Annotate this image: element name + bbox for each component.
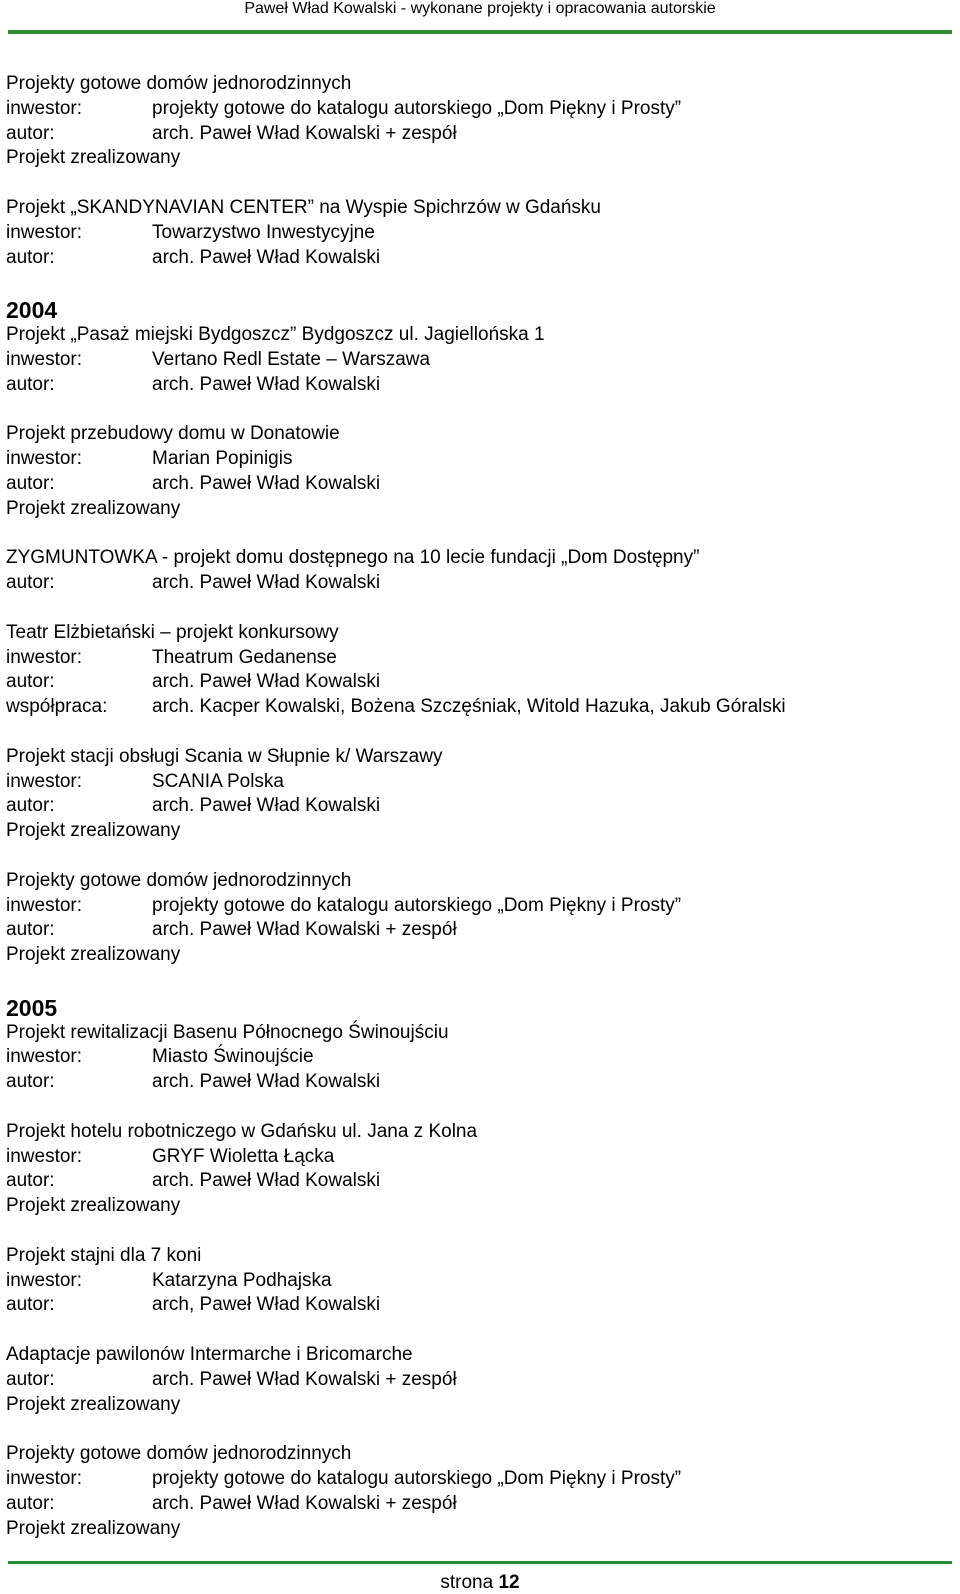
inwestor-label: inwestor: (6, 1468, 83, 1490)
entry-inwestor-row (6, 348, 950, 373)
year-heading-2005: 2005 (6, 994, 58, 1021)
autor-label: autor: (6, 795, 55, 817)
header-title: Paweł Wład Kowalski - wykonane projekty i opracowania autorskie (244, 0, 716, 17)
inwestor-label: inwestor: (6, 221, 83, 243)
year-heading-2004: 2004 (6, 297, 58, 324)
entry-inwestor-row (6, 646, 950, 671)
autor-label: autor: (6, 373, 55, 395)
footer-rule (8, 1561, 952, 1564)
entry-autor-row (6, 670, 950, 695)
entry-autor-row (6, 1169, 950, 1194)
inwestor-value: Marian Popinigis (152, 448, 293, 470)
entry-status: Projekt zrealizowany (6, 1517, 181, 1539)
autor-label: autor: (6, 472, 55, 494)
entry-status: Projekt zrealizowany (6, 497, 181, 519)
page-number-value: 12 (498, 1572, 520, 1593)
autor-label: autor: (6, 1170, 55, 1192)
inwestor-label: inwestor: (6, 1145, 83, 1167)
entry-title: Projekt stacji obsługi Scania w Słupnie k/ Warszawy (6, 745, 443, 767)
inwestor-label: inwestor: (6, 97, 83, 119)
wspolpraca-label: współpraca: (6, 696, 108, 718)
autor-value: arch. Paweł Wład Kowalski + zespół (152, 1368, 457, 1390)
entry-title: Projekt hotelu robotniczego w Gdańsku ul. Jana z Kolna (6, 1120, 478, 1142)
entry-title: Adaptacje pawilonów Intermarche i Bricomarche (6, 1344, 413, 1366)
autor-label: autor: (6, 919, 55, 941)
inwestor-value: projekty gotowe do katalogu autorskiego „Dom Piękny i Prosty” (152, 97, 682, 119)
entry-title: Projekt przebudowy domu w Donatowie (6, 423, 340, 445)
autor-value: arch. Paweł Wład Kowalski (152, 472, 381, 494)
inwestor-label: inwestor: (6, 1046, 83, 1068)
entry-status: Projekt zrealizowany (6, 944, 181, 966)
entry-autor-row (6, 122, 950, 147)
entry-status: Projekt zrealizowany (6, 820, 181, 842)
autor-value: arch. Paweł Wład Kowalski (152, 246, 381, 268)
inwestor-value: SCANIA Polska (152, 770, 284, 792)
inwestor-value: Katarzyna Podhajska (152, 1269, 332, 1291)
entry-inwestor-row (6, 1045, 950, 1070)
autor-label: autor: (6, 1368, 55, 1390)
inwestor-value: projekty gotowe do katalogu autorskiego „Dom Piękny i Prosty” (152, 894, 682, 916)
autor-value: arch, Paweł Wład Kowalski (152, 1294, 381, 1316)
inwestor-label: inwestor: (6, 448, 83, 470)
entry-title: Projekty gotowe domów jednorodzinnych (6, 1443, 352, 1465)
autor-value: arch. Paweł Wład Kowalski + zespół (152, 122, 457, 144)
autor-label: autor: (6, 1294, 55, 1316)
entry-autor-row (6, 571, 950, 596)
autor-label: autor: (6, 1492, 55, 1514)
page-number-prefix: strona (440, 1572, 494, 1593)
header-rule (8, 30, 952, 34)
inwestor-label: inwestor: (6, 646, 83, 668)
autor-label: autor: (6, 572, 55, 594)
page-number (8, 1572, 952, 1594)
entry-inwestor-row (6, 1269, 950, 1294)
autor-value: arch. Paweł Wład Kowalski (152, 795, 381, 817)
autor-label: autor: (6, 671, 55, 693)
entry-title: Projekty gotowe domów jednorodzinnych (6, 869, 352, 891)
entry-wspolpraca-row (6, 695, 950, 720)
inwestor-value: projekty gotowe do katalogu autorskiego „Dom Piękny i Prosty” (152, 1468, 682, 1490)
entry-autor-row (6, 1368, 950, 1393)
entry-title: Teatr Elżbietański – projekt konkursowy (6, 621, 339, 643)
entry-autor-row (6, 246, 950, 271)
entry-autor-row (6, 794, 950, 819)
autor-label: autor: (6, 1071, 55, 1093)
autor-value: arch. Paweł Wład Kowalski + zespół (152, 919, 457, 941)
page-footer (8, 1561, 952, 1594)
inwestor-value: Towarzystwo Inwestycyjne (152, 221, 375, 243)
inwestor-label: inwestor: (6, 348, 83, 370)
inwestor-value: Theatrum Gedanense (152, 646, 337, 668)
entry-status: Projekt zrealizowany (6, 1393, 181, 1415)
autor-label: autor: (6, 122, 55, 144)
autor-value: arch. Paweł Wład Kowalski + zespół (152, 1492, 457, 1514)
autor-value: arch. Paweł Wład Kowalski (152, 572, 381, 594)
entry-autor-row (6, 1293, 950, 1318)
entry-inwestor-row (6, 221, 950, 246)
project-list (6, 72, 950, 1541)
entry-status: Projekt zrealizowany (6, 1195, 181, 1217)
entry-autor-row (6, 1492, 950, 1517)
entry-title: Projekt rewitalizacji Basenu Północnego Świnoujściu (6, 1021, 449, 1043)
inwestor-value: Vertano Redl Estate – Warszawa (152, 348, 431, 370)
entry-title: Projekty gotowe domów jednorodzinnych (6, 73, 352, 94)
inwestor-label: inwestor: (6, 770, 83, 792)
entry-inwestor-row (6, 1467, 950, 1492)
entry-title: Projekt „SKANDYNAVIAN CENTER” na Wyspie Spichrzów w Gdańsku (6, 196, 601, 218)
page-header (8, 0, 952, 36)
entry-autor-row (6, 373, 950, 398)
entry-title: ZYGMUNTOWKA - projekt domu dostępnego na 10 lecie fundacji „Dom Dostępny” (6, 547, 700, 569)
entry-inwestor-row (6, 770, 950, 795)
entry-inwestor-row (6, 894, 950, 919)
inwestor-value: GRYF Wioletta Łącka (152, 1145, 335, 1167)
entry-inwestor-row (6, 97, 950, 122)
inwestor-value: Miasto Świnoujście (152, 1046, 314, 1068)
entry-autor-row (6, 1070, 950, 1095)
autor-value: arch. Paweł Wład Kowalski (152, 671, 381, 693)
autor-value: arch. Paweł Wład Kowalski (152, 1071, 381, 1093)
autor-label: autor: (6, 246, 55, 268)
entry-autor-row (6, 472, 950, 497)
entry-status: Projekt zrealizowany (6, 147, 181, 169)
inwestor-label: inwestor: (6, 894, 83, 916)
entry-title: Projekt stajni dla 7 koni (6, 1244, 202, 1266)
autor-value: arch. Paweł Wład Kowalski (152, 1170, 381, 1192)
entry-inwestor-row (6, 447, 950, 472)
inwestor-label: inwestor: (6, 1269, 83, 1291)
autor-value: arch. Paweł Wład Kowalski (152, 373, 381, 395)
entry-title: Projekt „Pasaż miejski Bydgoszcz” Bydgoszcz ul. Jagiellońska 1 (6, 324, 545, 346)
entry-inwestor-row (6, 1145, 950, 1170)
wspolpraca-value: arch. Kacper Kowalski, Bożena Szczęśniak, Witold Hazuka, Jakub Góralski (152, 696, 786, 718)
entry-autor-row (6, 918, 950, 943)
